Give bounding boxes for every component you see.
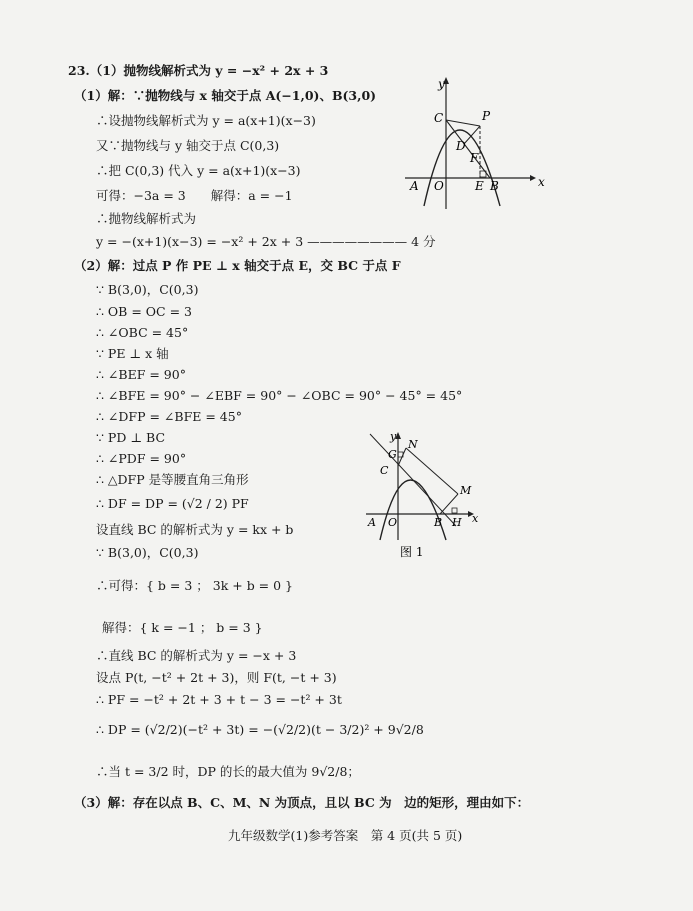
label-o: O bbox=[388, 516, 398, 529]
part1-line: 可得：−3a = 3 解得：a = −1 bbox=[96, 188, 293, 203]
part1-line: ∴把 C(0,3) 代入 y = a(x+1)(x−3) bbox=[96, 163, 301, 178]
part2-line: ∴ ∠PDF = 90° bbox=[96, 451, 187, 466]
line-cp bbox=[446, 120, 480, 126]
part2-line: ∵ PD ⊥ BC bbox=[96, 430, 166, 445]
line-bm bbox=[440, 494, 458, 514]
part2-line: ∴ DF = DP = (√2 / 2) PF bbox=[96, 496, 249, 511]
label-x: x bbox=[538, 175, 545, 189]
q23-header: 23.（1）抛物线解析式为 y = −x² + 2x + 3 bbox=[68, 63, 329, 78]
figure-caption: 图 1 bbox=[400, 545, 424, 559]
system-solution: 解得：{ k = −1 ； b = 3 } bbox=[102, 620, 263, 635]
label-f: F bbox=[470, 151, 479, 165]
part2-line: ∵ B(3,0)，C(0,3) bbox=[96, 282, 199, 297]
label-a: A bbox=[368, 516, 376, 529]
part2-line: ∵ B(3,0)，C(0,3) bbox=[96, 545, 199, 560]
part2-line: 设点 P(t, −t² + 2t + 3)，则 F(t, −t + 3) bbox=[96, 670, 337, 685]
page-footer: 九年级数学(1)参考答案 第 4 页(共 5 页) bbox=[228, 828, 463, 843]
label-x: x bbox=[472, 512, 479, 525]
part2-header: （2）解：过点 P 作 PE ⊥ x 轴交于点 E，交 BC 于点 F bbox=[74, 258, 401, 273]
part1-line: ∴设抛物线解析式为 y = a(x+1)(x−3) bbox=[96, 113, 316, 128]
part2-line: ∴ ∠BEF = 90° bbox=[96, 367, 186, 382]
label-d: D bbox=[456, 139, 466, 153]
label-g: G bbox=[388, 448, 397, 461]
label-c: C bbox=[380, 464, 389, 477]
part2-line: ∴ OB = OC = 3 bbox=[96, 304, 192, 319]
label-b: B bbox=[434, 516, 443, 529]
label-m: M bbox=[460, 484, 472, 497]
line-nm bbox=[406, 448, 458, 494]
parabola-curve bbox=[380, 480, 446, 540]
label-o: O bbox=[434, 179, 444, 193]
part3-header: （3）解：存在以点 B、C、M、N 为顶点，且以 BC 为 边的矩形，理由如下： bbox=[74, 795, 530, 810]
label-e: E bbox=[475, 179, 484, 193]
parabola-figure-part1 bbox=[400, 74, 550, 214]
dp-expression: ∴ DP = (√2/2)(−t² + 3t) = −(√2/2)(t − 3/2)² + 9√2/8 bbox=[96, 722, 424, 737]
label-c: C bbox=[434, 111, 444, 125]
label-h: H bbox=[452, 516, 462, 529]
part1-line: ∴抛物线解析式为 bbox=[96, 211, 197, 226]
part1-given: （1）解：∵抛物线与 x 轴交于点 A(−1,0)、B(3,0) bbox=[74, 88, 377, 103]
label-a: A bbox=[410, 179, 419, 193]
label-p: P bbox=[482, 109, 491, 123]
part2-line: ∴ PF = −t² + 2t + 3 + t − 3 = −t² + 3t bbox=[96, 692, 342, 707]
part2-line: ∴ △DFP 是等腰直角三角形 bbox=[96, 472, 249, 487]
part2-line: ∴ ∠OBC = 45° bbox=[96, 325, 189, 340]
line-pd bbox=[464, 126, 480, 144]
parabola-figure-1 bbox=[362, 430, 492, 562]
part1-result: y = −(x+1)(x−3) = −x² + 2x + 3 ———————— 4 分 bbox=[96, 234, 436, 249]
part2-line: ∴ ∠BFE = 90° − ∠EBF = 90° − ∠OBC = 90° − 45° = 45° bbox=[96, 388, 463, 403]
part2-line: ∵ PE ⊥ x 轴 bbox=[96, 346, 169, 361]
line-bc bbox=[446, 120, 490, 178]
label-b: B bbox=[490, 179, 499, 193]
dp-maximum: ∴当 t = 3/2 时，DP 的长的最大值为 9√2/8； bbox=[96, 764, 360, 779]
part2-line: ∴直线 BC 的解析式为 y = −x + 3 bbox=[96, 648, 297, 663]
label-y: y bbox=[390, 430, 397, 443]
label-y: y bbox=[438, 77, 445, 91]
part2-line: 设直线 BC 的解析式为 y = kx + b bbox=[96, 522, 294, 537]
system-equations: ∴可得：{ b = 3 ； 3k + b = 0 } bbox=[96, 578, 293, 593]
part1-line: 又∵抛物线与 y 轴交于点 C(0,3) bbox=[96, 138, 280, 153]
label-n: N bbox=[408, 438, 418, 451]
part2-line: ∴ ∠DFP = ∠BFE = 45° bbox=[96, 409, 242, 424]
